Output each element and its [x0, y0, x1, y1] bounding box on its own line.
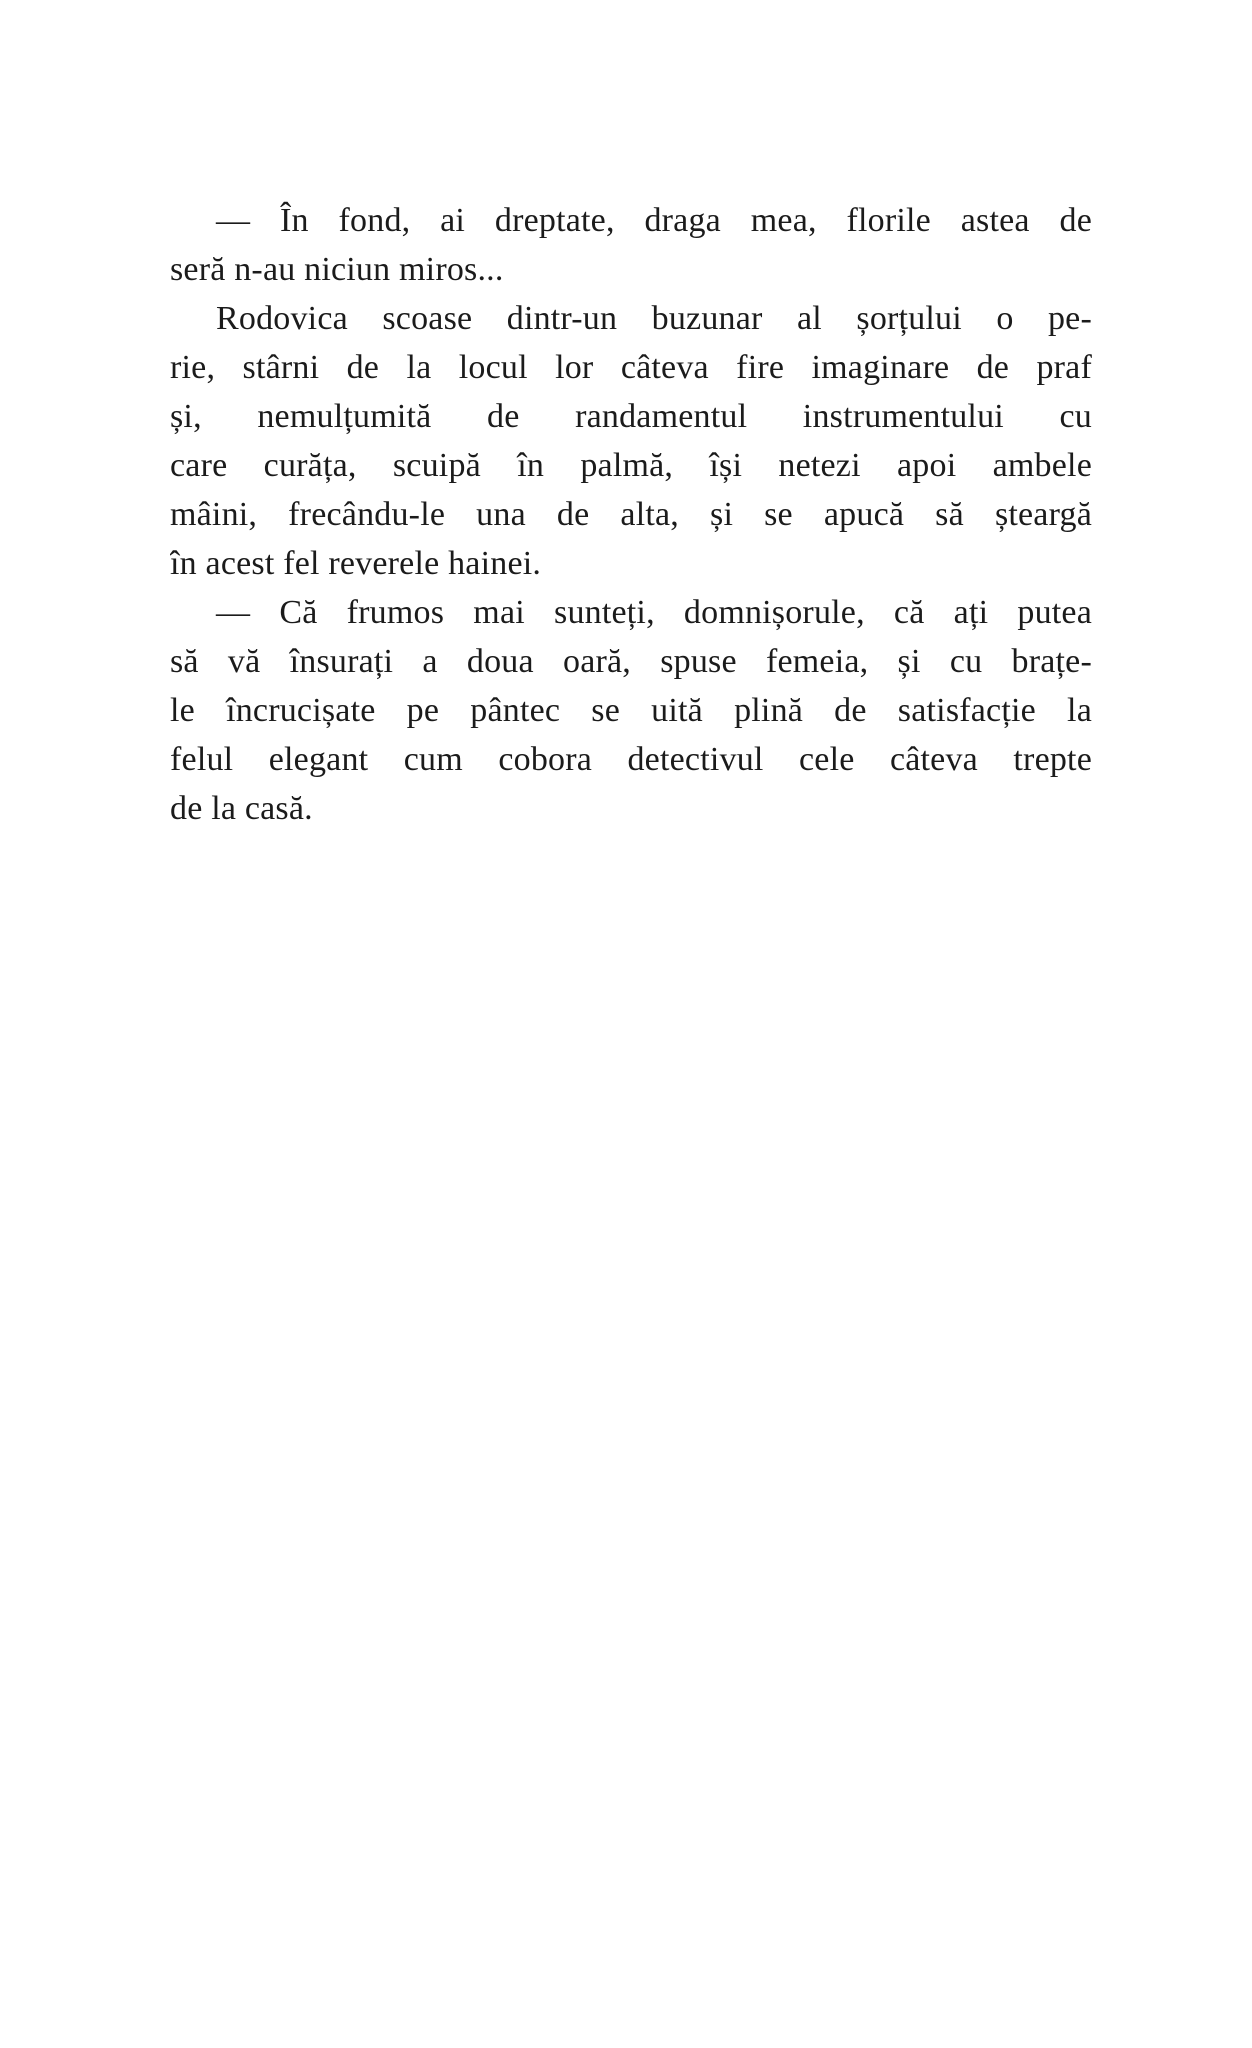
text-line: rie, stârni de la locul lor câteva fire imaginare de praf [170, 349, 1092, 386]
text-line: — Că frumos mai sunteți, domnișorule, că ați putea [216, 594, 1092, 631]
text-line: de la casă. [170, 790, 313, 827]
paragraph [170, 294, 1092, 588]
text-line: mâini, frecându-le una de alta, și se apucă să șteargă [170, 496, 1092, 533]
paragraph [170, 588, 1092, 833]
text-line: care curăța, scuipă în palmă, își netezi apoi ambele [170, 447, 1092, 484]
text-line: le încrucișate pe pântec se uită plină de satisfacție la [170, 692, 1092, 729]
text-line: să vă însurați a doua oară, spuse femeia, și cu brațe- [170, 643, 1092, 680]
text-line: seră n-au niciun miros... [170, 251, 504, 288]
text-line: felul elegant cum cobora detectivul cele câteva trepte [170, 741, 1092, 778]
paragraph [170, 196, 1092, 294]
text-block [170, 196, 1092, 833]
text-line: și, nemulțumită de randamentul instrumentului cu [170, 398, 1092, 435]
text-line: în acest fel reverele hainei. [170, 545, 542, 582]
text-line: — În fond, ai dreptate, draga mea, florile astea de [216, 202, 1092, 239]
text-line: Rodovica scoase dintr-un buzunar al șorțului o pe- [216, 300, 1092, 337]
